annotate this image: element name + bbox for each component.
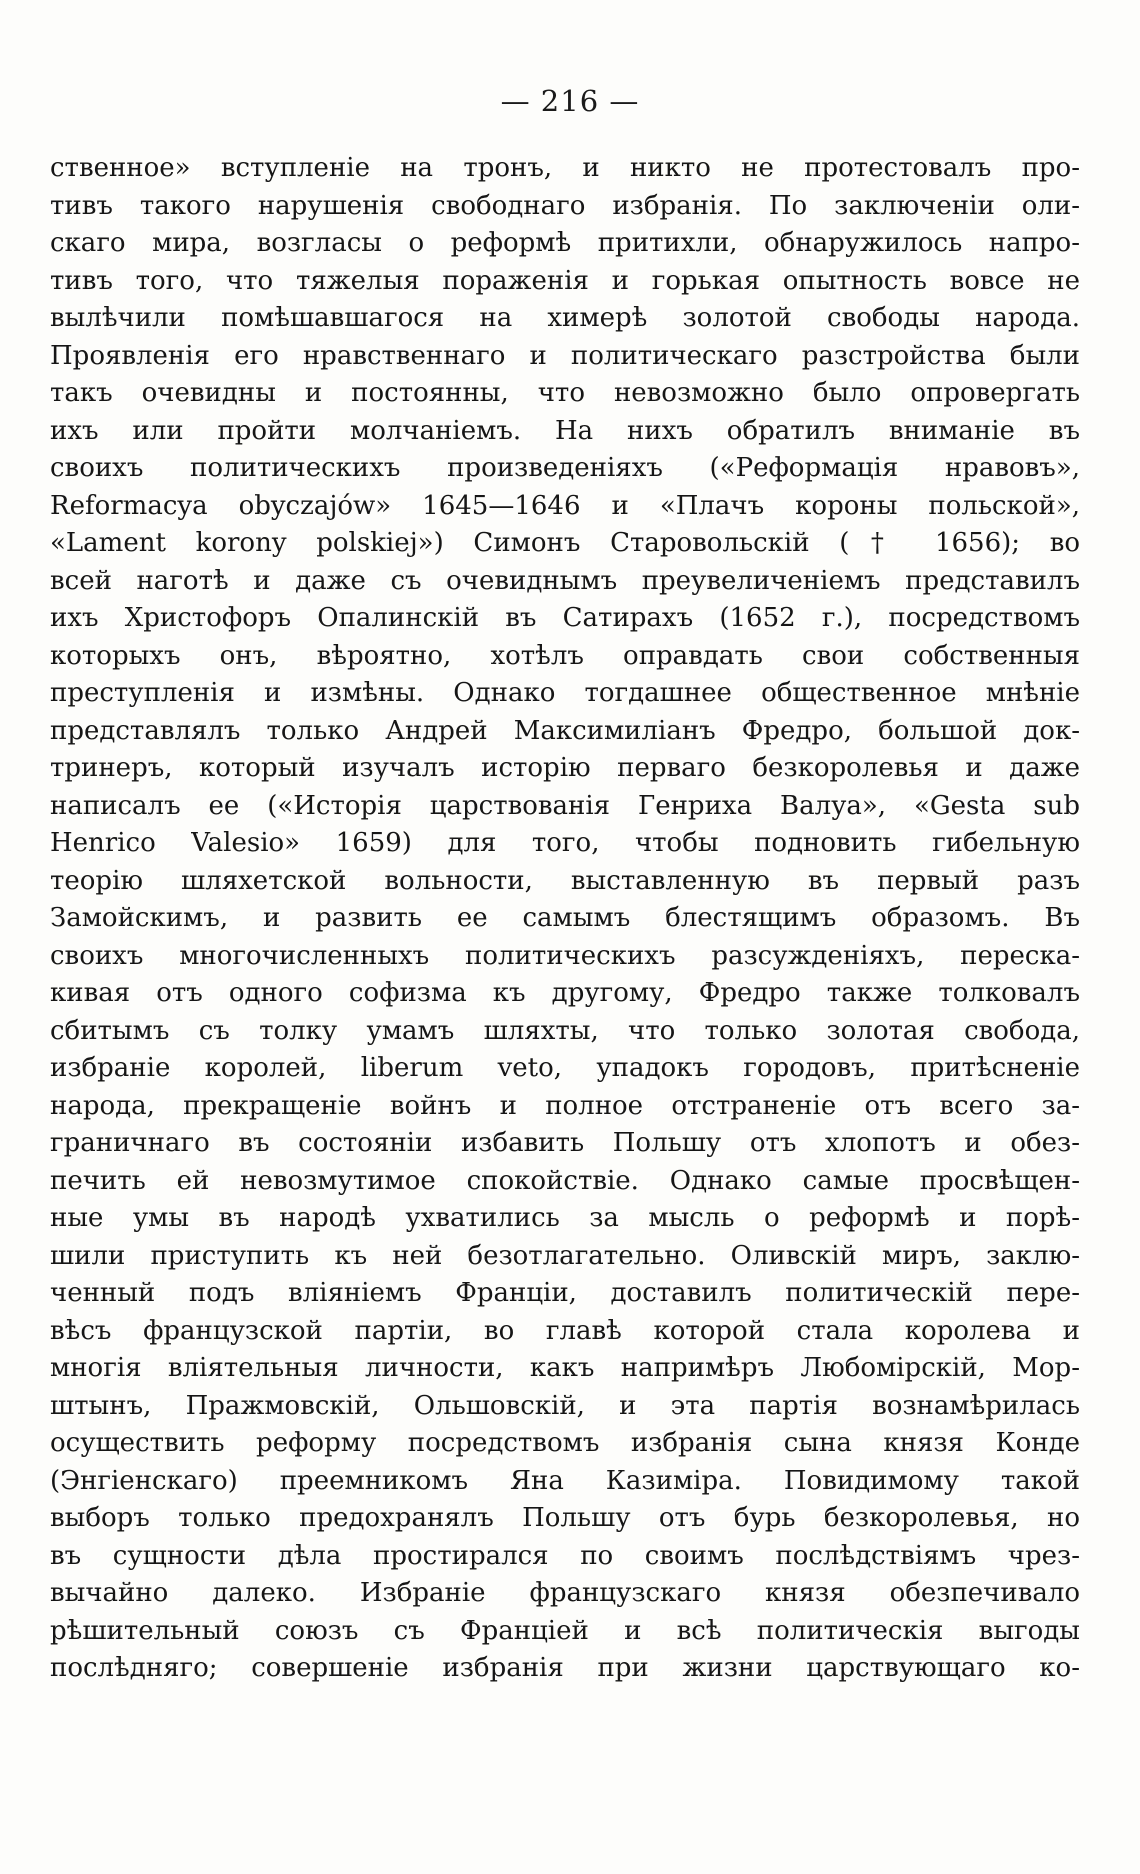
text-line: тринеръ, который изучалъ исторію перваго безкоролевья и даже [50, 753, 1080, 783]
text-line: народа, прекращеніе войнъ и полное отстраненіе отъ всего за- [50, 1090, 1080, 1121]
text-line: печить ей невозмутимое спокойствіе. Однако самые просвѣщен- [50, 1165, 1080, 1196]
text-line: своихъ политическихъ произведеніяхъ («Реформація нравовъ», [50, 453, 1080, 483]
text-line: многія вліятельныя личности, какъ напримѣръ Любомірскій, Мор- [50, 1353, 1080, 1383]
text-line: представлялъ только Андрей Максимиліанъ Фредро, большой док- [50, 715, 1080, 746]
text-line: ихъ Христофоръ Опалинскій въ Сатирахъ (1652 г.), посредствомъ [50, 603, 1080, 633]
text-line: которыхъ онъ, вѣроятно, хотѣлъ оправдать свои собственныя [50, 640, 1080, 671]
text-line: скаго мира, возгласы о реформѣ притихли, обнаружилось напро- [50, 228, 1080, 258]
text-line: въ сущности дѣла простирался по своимъ послѣдствіямъ чрез- [50, 1540, 1080, 1571]
page-number: — 216 — [500, 84, 640, 118]
text-line: осуществить реформу посредствомъ избранія сына князя Конде [50, 1428, 1080, 1458]
text-line: своихъ многочисленныхъ политическихъ разсужденіяхъ, переска- [50, 940, 1080, 971]
text-line: граничнаго въ состояніи избавить Польшу отъ хлопотъ и обез- [50, 1128, 1080, 1158]
text-line: вылѣчили помѣшавшагося на химерѣ золотой свободы народа. [50, 303, 1080, 333]
text-line: теорію шляхетской вольности, выставленную въ первый разъ [50, 865, 1080, 896]
text-line: сбитымъ съ толку умамъ шляхты, что только золотая свобода, [50, 1015, 1080, 1046]
text-line: Reformacya obyczajów» 1645—1646 и «Плачъ короны польской», [50, 490, 1080, 521]
text-line: вѣсъ французской партіи, во главѣ которой стала королева и [50, 1315, 1080, 1346]
text-line: преступленія и измѣны. Однако тогдашнее общественное мнѣніе [50, 678, 1080, 708]
text-line: ственное» вступленіе на тронъ, и никто не протестовалъ про- [50, 153, 1080, 183]
text-line: ные умы въ народѣ ухватились за мысль о реформѣ и порѣ- [50, 1203, 1080, 1233]
text-line: кивая отъ одного софизма къ другому, Фредро также толковалъ [50, 978, 1080, 1008]
text-line: вычайно далеко. Избраніе французскаго князя обезпечивало [50, 1578, 1080, 1608]
text-line: написалъ ее («Исторія царствованія Генриха Валуа», «Gesta sub [50, 790, 1080, 821]
text-line: Проявленія его нравственнаго и политическаго разстройства были [50, 340, 1080, 371]
text-line: Henrico Valesio» 1659) для того, чтобы подновить гибельную [50, 828, 1080, 858]
text-line: послѣдняго; совершеніе избранія при жизни царствующаго ко- [50, 1653, 1080, 1683]
text-line: всей наготѣ и даже съ очевиднымъ преувеличеніемъ представилъ [50, 565, 1080, 596]
body-text [50, 150, 1080, 1688]
text-line: избраніе королей, liberum veto, упадокъ городовъ, притѣсненіе [50, 1053, 1080, 1083]
text-line: «Lament korony polskiej») Симонъ Старовольскій († 1656); во [50, 528, 1080, 558]
text-line: рѣшительный союзъ съ Франціей и всѣ политическія выгоды [50, 1615, 1080, 1646]
text-line: такъ очевидны и постоянны, что невозможно было опровергать [50, 378, 1080, 408]
text-line: шили приступить къ ней безотлагательно. Оливскій миръ, заклю- [50, 1240, 1080, 1271]
text-line: Замойскимъ, и развить ее самымъ блестящимъ образомъ. Въ [50, 903, 1080, 933]
text-line: ченный подъ вліяніемъ Франціи, доставилъ политическій пере- [50, 1278, 1080, 1308]
text-line: (Энгіенскаго) преемникомъ Яна Казиміра. Повидимому такой [50, 1465, 1080, 1496]
text-line: штынъ, Пражмовскій, Ольшовскій, и эта партія вознамѣрилась [50, 1390, 1080, 1421]
text-line: тивъ того, что тяжелыя пораженія и горькая опытность вовсе не [50, 265, 1080, 296]
text-line: ихъ или пройти молчаніемъ. На нихъ обратилъ вниманіе въ [50, 415, 1080, 446]
text-line: выборъ только предохранялъ Польшу отъ бурь безкоролевья, но [50, 1503, 1080, 1533]
text-line: тивъ такого нарушенія свободнаго избранія. По заключеніи оли- [50, 190, 1080, 221]
